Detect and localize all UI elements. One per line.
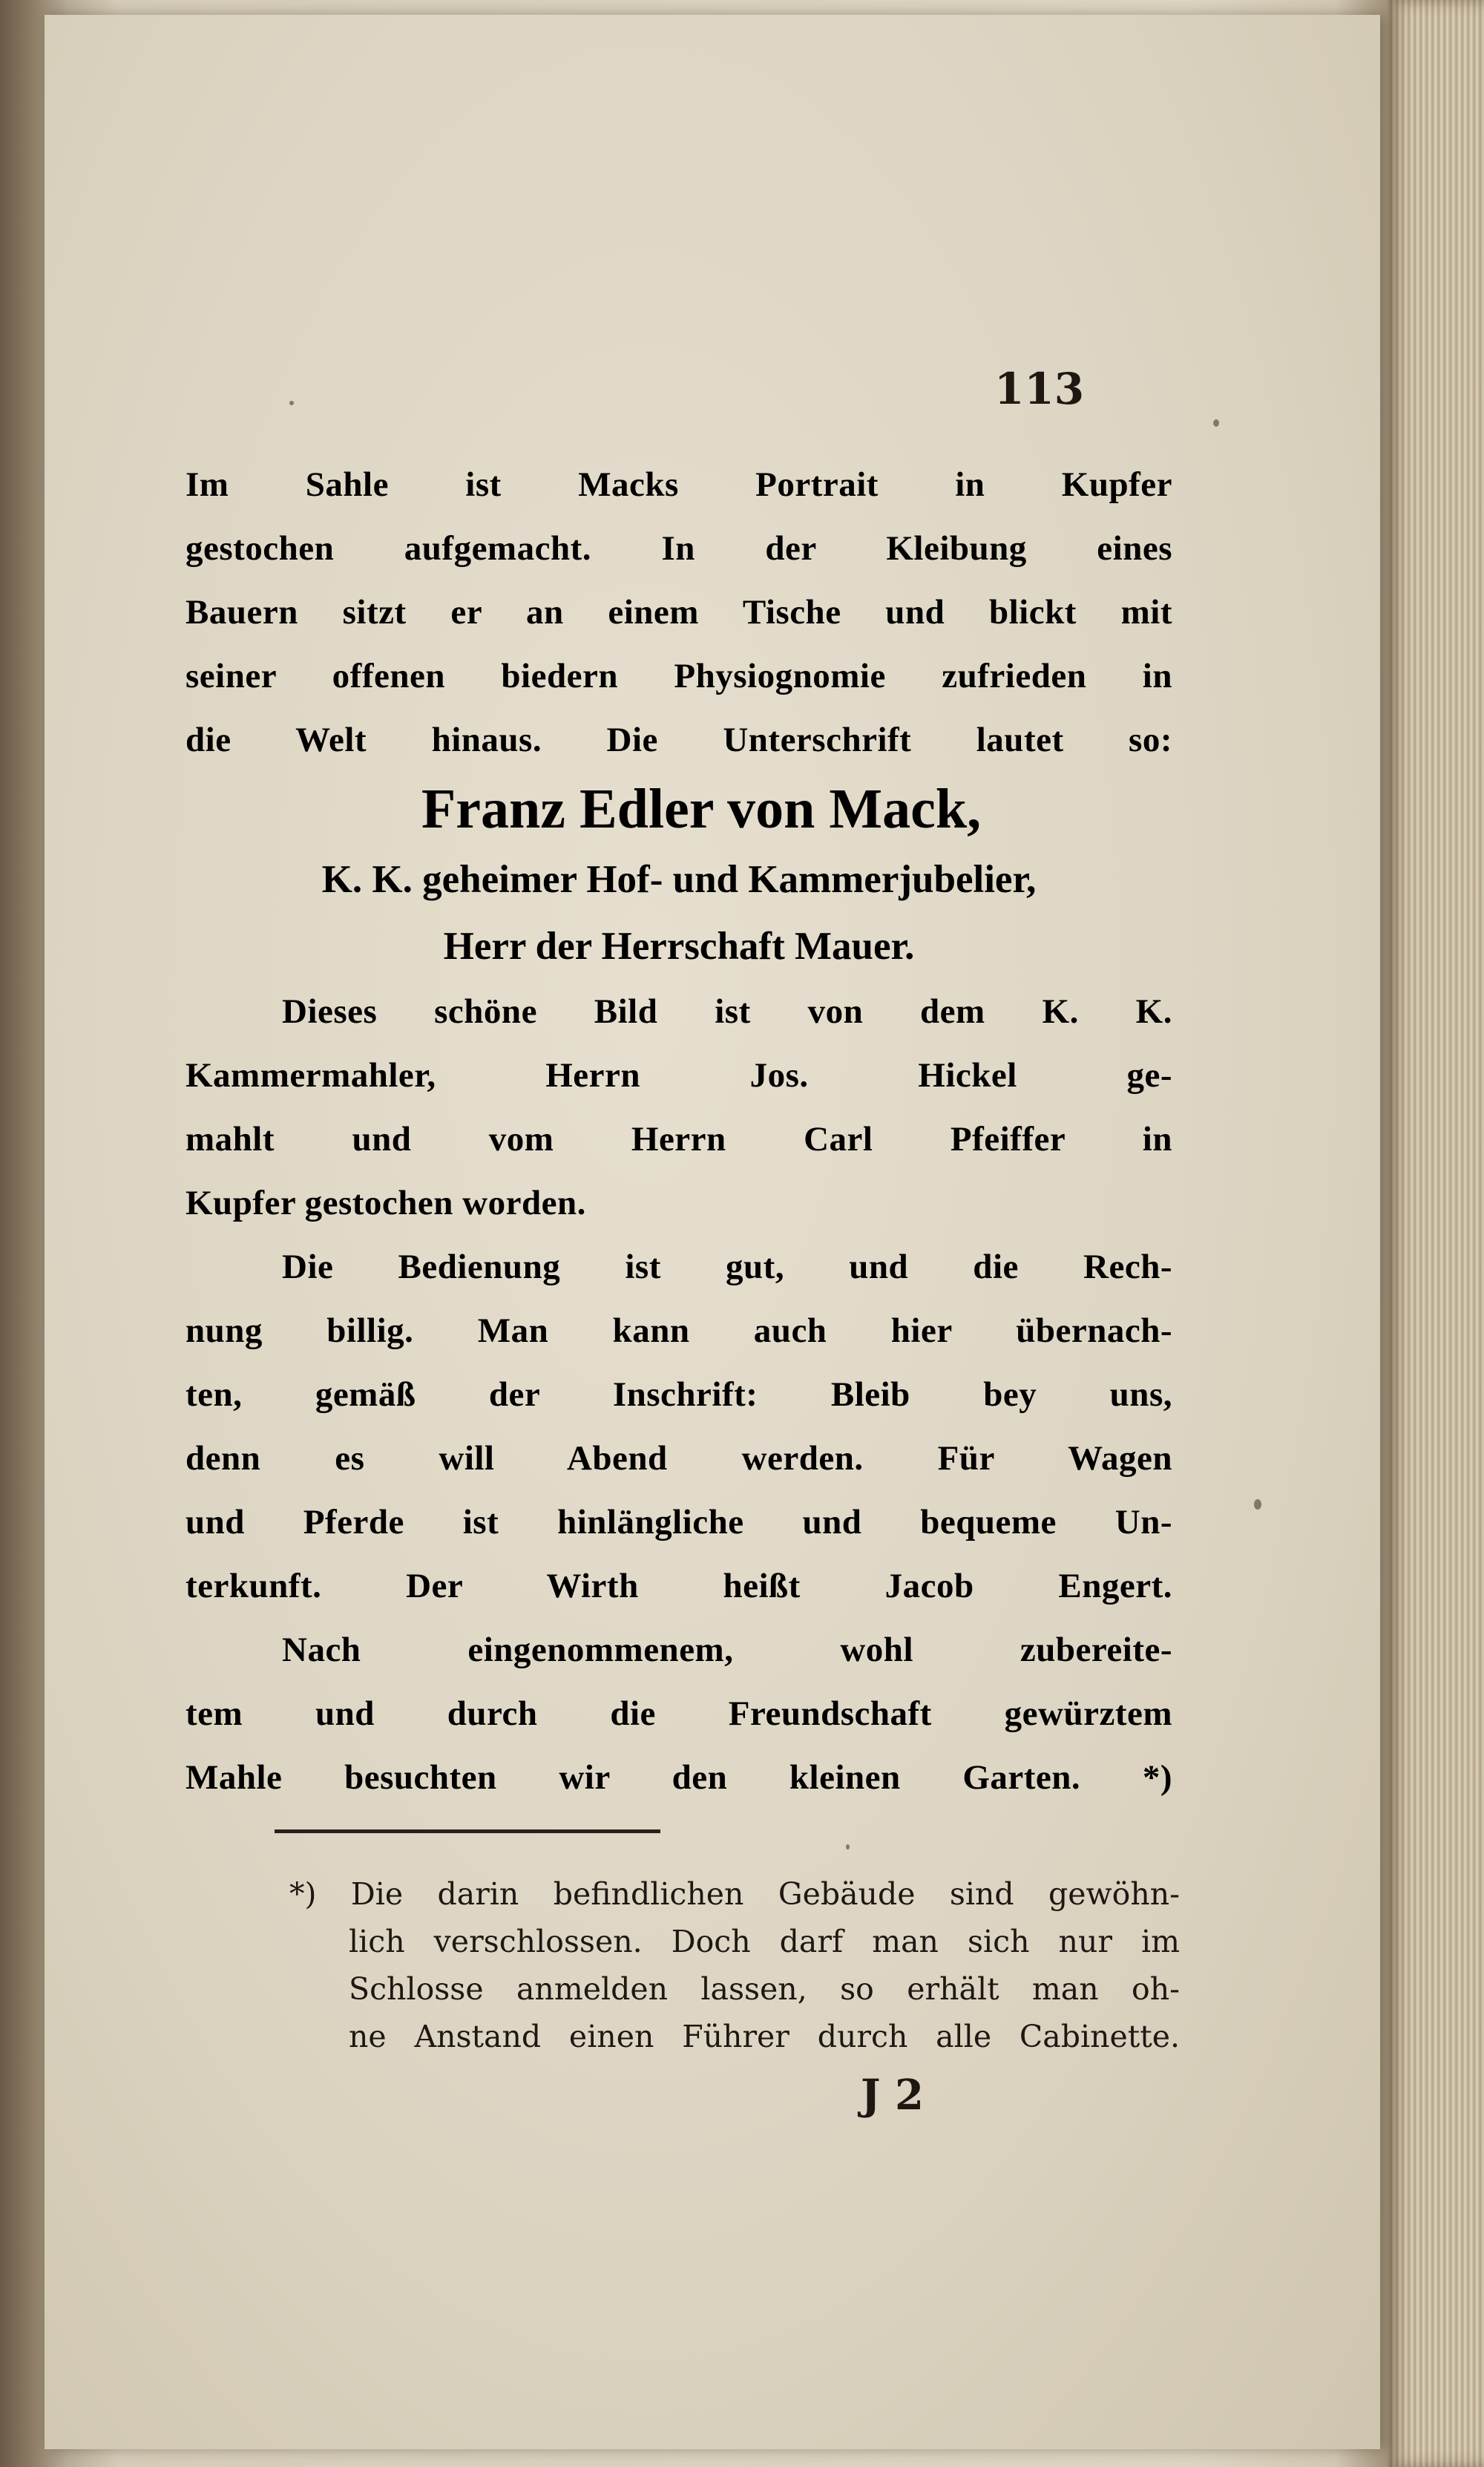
inscription-title: Herr der Herrschaft Mauer. [443,925,915,968]
page-edges [1388,0,1484,2467]
portrait-inscription [186,772,1172,980]
footnote-line: ne Anstand einen Führer durch alle Cabinette. [349,2019,1180,2054]
page-number: 113 [994,364,1085,414]
text-line: Nach eingenommenem, wohl zubereite- [282,1631,1172,1669]
footnote [289,1870,1180,2060]
text-line: nung billig. Man kann auch hier übernach- [186,1311,1172,1350]
text-line: Mahle besuchten wir den kleinen Garten. *) [186,1758,1172,1797]
main-paragraph [186,453,1172,772]
text-line: denn es will Abend werden. Für Wagen [186,1439,1172,1478]
text-line: terkunft. Der Wirth heißt Jacob Engert. [186,1567,1172,1605]
paper-speck [846,1844,850,1850]
body-paragraphs [186,980,1172,1809]
text-line: tem und durch die Freundschaft gewürztem [186,1694,1172,1733]
text-line: seiner offenen biedern Physiognomie zufrieden in [186,657,1172,695]
text-line: und Pferde ist hinlängliche und bequeme Un- [186,1503,1172,1542]
text-line: Die Bedienung ist gut, und die Rech- [282,1248,1172,1286]
text-line: gestochen aufgemacht. In der Kleibung eines [186,529,1172,568]
paper-speck [289,401,294,405]
inscription-name: Franz Edler von Mack, [421,778,982,840]
inscription-title: K. K. geheimer Hof- und Kammerjubelier, [321,858,1037,901]
paper-speck [1254,1499,1261,1510]
signature-mark: J 2 [861,2071,924,2120]
paper-speck [1213,419,1219,427]
text-line: Kammermahler, Herrn Jos. Hickel ge- [186,1056,1172,1095]
text-line: Kupfer gestochen worden. [186,1184,586,1222]
footnote-line: lich verschlossen. Doch darf man sich nur im [349,1924,1180,1959]
book-page [45,15,1380,2449]
text-line: mahlt und vom Herrn Carl Pfeiffer in [186,1120,1172,1159]
text-line: Bauern sitzt er an einem Tische und blickt mit [186,593,1172,632]
text-line: ten, gemäß der Inschrift: Bleib bey uns, [186,1375,1172,1414]
text-line: Dieses schöne Bild ist von dem K. K. [282,992,1172,1031]
footnote-line: *) Die darin befindlichen Gebäude sind gewöhn- [289,1876,1180,1912]
text-line: Im Sahle ist Macks Portrait in Kupfer [186,465,1172,504]
footnote-line: Schlosse anmelden lassen, so erhält man oh- [349,1971,1180,2007]
text-line: die Welt hinaus. Die Unterschrift lautet so: [186,721,1172,759]
footnote-rule [275,1829,660,1833]
